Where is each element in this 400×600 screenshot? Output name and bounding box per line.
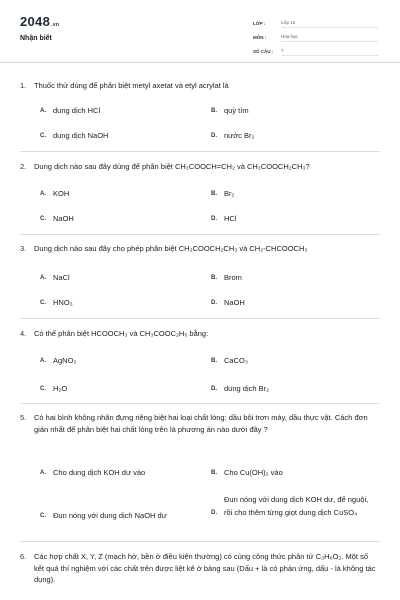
option-b[interactable] — [211, 105, 249, 116]
question-number: 6. — [20, 552, 27, 561]
question-6 — [20, 551, 380, 586]
question-5 — [20, 412, 380, 435]
question-text: Thuốc thử dùng để phân biệt metyl axetat và etyl acrylat là — [34, 81, 229, 90]
question-4 — [20, 328, 380, 340]
meta-count-label: SỐ CÂU : — [253, 48, 274, 54]
option-letter: B. — [211, 274, 217, 281]
option-b[interactable] — [211, 467, 283, 478]
logo-text: 2048 — [20, 14, 51, 29]
option-a[interactable] — [40, 355, 76, 366]
meta-subject-value: Hóa học — [281, 32, 378, 42]
option-letter: A. — [40, 190, 46, 197]
question-1 — [20, 80, 380, 92]
option-a[interactable] — [40, 272, 70, 283]
option-letter: B. — [211, 107, 217, 114]
site-logo[interactable] — [20, 14, 59, 29]
option-text: NaCl — [53, 273, 70, 282]
divider — [20, 403, 380, 404]
option-text: NaOH — [53, 214, 74, 223]
question-number: 2. — [20, 162, 27, 171]
option-letter: A. — [40, 274, 46, 281]
option-letter: A. — [40, 107, 46, 114]
divider — [20, 541, 380, 542]
question-text: Dung dịch nào sau đây cho phép phân biệt CH₃COOCH₂CH₃ và CH₂-CHCOOCH₃ — [34, 244, 308, 253]
option-a[interactable] — [40, 188, 69, 199]
option-letter: C. — [40, 215, 46, 222]
question-number: 5. — [20, 413, 27, 422]
question-text: Có thể phân biệt HCOOCH₃ và CH₃COOC₂H₅ bằng: — [34, 329, 209, 338]
option-text: dung dịch NaOH — [53, 131, 109, 140]
option-text: Brom — [224, 273, 242, 282]
option-text: Cho Cu(OH)₂ vào — [224, 468, 283, 477]
meta-count-value: 7 — [281, 46, 378, 56]
option-d[interactable] — [211, 383, 269, 394]
meta-count-row — [253, 44, 378, 58]
option-b[interactable] — [211, 355, 248, 366]
question-number: 4. — [20, 329, 27, 338]
option-d[interactable] — [211, 297, 245, 308]
option-letter: C. — [40, 132, 46, 139]
option-a[interactable] — [40, 467, 145, 478]
option-letter: A. — [40, 469, 46, 476]
difficulty-level: Nhận biết — [20, 35, 52, 42]
option-c[interactable] — [40, 213, 74, 224]
option-letter: B. — [211, 190, 217, 197]
option-c[interactable] — [40, 130, 108, 141]
option-text: NaOH — [224, 298, 245, 307]
divider — [20, 151, 380, 152]
option-text: quỳ tím — [224, 106, 249, 115]
option-text: Đun nóng với dung dịch NaOH dư — [53, 511, 167, 520]
option-letter: D. — [211, 132, 217, 139]
option-text: CaCO₃ — [224, 356, 248, 365]
option-a[interactable] — [40, 105, 100, 116]
meta-subject-label: MÔN : — [253, 34, 267, 40]
option-text: nước Br₂ — [224, 131, 255, 140]
question-number: 1. — [20, 81, 27, 90]
option-letter: C. — [40, 299, 46, 306]
question-2 — [20, 161, 380, 173]
option-letter: A. — [40, 357, 46, 364]
logo-suffix: .vn — [51, 22, 60, 28]
option-text: Br₂ — [224, 189, 235, 198]
option-letter: B. — [211, 357, 217, 364]
option-text: HCl — [224, 214, 237, 223]
option-text: H₂O — [53, 384, 68, 393]
meta-class-row — [253, 16, 378, 30]
option-c[interactable] — [40, 510, 167, 521]
question-3 — [20, 243, 380, 255]
option-c[interactable] — [40, 383, 67, 394]
option-d[interactable] — [211, 493, 376, 519]
option-text: HNO₃ — [53, 298, 73, 307]
page-header — [0, 0, 400, 63]
option-letter: C. — [40, 512, 46, 519]
option-letter: D. — [211, 385, 217, 392]
meta-subject-row — [253, 30, 378, 44]
option-letter: D. — [211, 510, 217, 516]
option-text: dung dịch HCl — [53, 106, 101, 115]
question-text: Dung dịch nào sau đây dùng để phân biệt CH₃COOCH=CH₂ và CH₃COOCH₂CH₃? — [34, 162, 310, 171]
meta-class-value: Lớp 12 — [281, 18, 378, 28]
option-letter: B. — [211, 469, 217, 476]
question-number: 3. — [20, 244, 27, 253]
option-letter: D. — [211, 215, 217, 222]
option-b[interactable] — [211, 272, 242, 283]
option-text: KOH — [53, 189, 70, 198]
option-letter: D. — [211, 299, 217, 306]
divider — [20, 318, 380, 319]
question-text: Các hợp chất X, Y, Z (mạch hở, bền ở điều kiện thường) có cùng công thức phân tử C₃H₆O₂. Một số kết quả thí nghiệm với các chất trên được liệt kê ở bảng sau (Dấu + là có phản ứng, dấu - là không tác dụng). — [34, 552, 376, 584]
option-text: Đun nóng với dung dịch KOH dư, để nguội, rồi cho thêm từng giọt dung dịch CuSO₄ — [224, 495, 369, 517]
question-text: Có hai bình không nhãn đựng riêng biệt hai loại chất lỏng: dầu bôi trơn máy, dầu thực vật. Cách đơn giản nhất để phân biệt hai chất lỏng trên là phương án nào dưới đây ? — [34, 413, 368, 434]
option-c[interactable] — [40, 297, 73, 308]
exam-meta — [253, 16, 378, 58]
option-d[interactable] — [211, 213, 237, 224]
option-text: AgNO₃ — [53, 356, 77, 365]
option-text: Cho dung dịch KOH dư vào — [53, 468, 146, 477]
option-text: dung dịch Br₂ — [224, 384, 270, 393]
meta-class-label: LỚP : — [253, 20, 266, 26]
option-b[interactable] — [211, 188, 234, 199]
option-d[interactable] — [211, 130, 254, 141]
divider — [20, 234, 380, 235]
option-letter: C. — [40, 385, 46, 392]
